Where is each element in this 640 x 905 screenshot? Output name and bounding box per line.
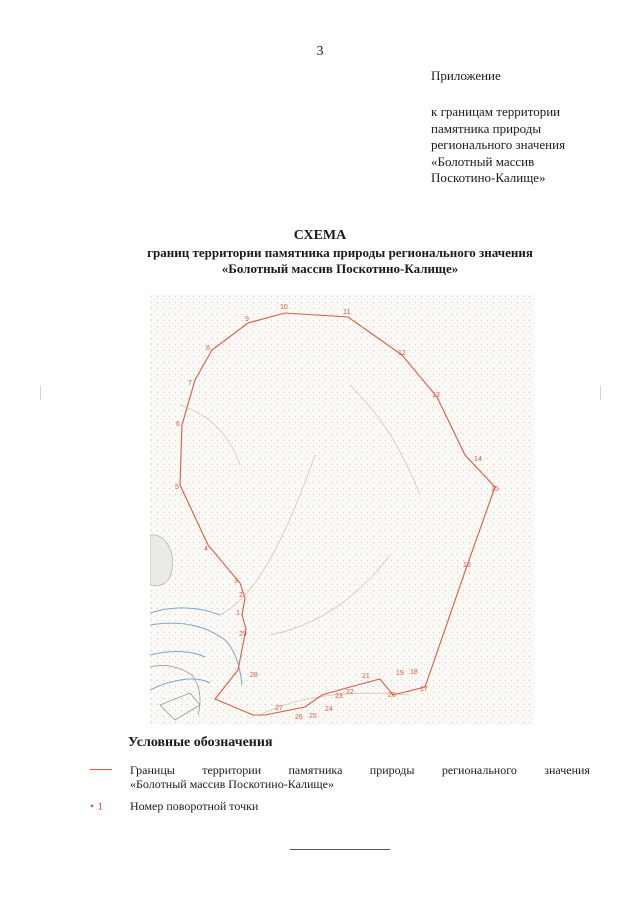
legend-word: памятника xyxy=(288,763,343,777)
point-label-22: 22 xyxy=(346,689,354,696)
point-label-9: 9 xyxy=(245,316,249,323)
point-label-11: 11 xyxy=(343,309,351,316)
point-label-28: 28 xyxy=(250,672,258,679)
appendix-line: Поскотино-Калище» xyxy=(431,170,546,185)
appendix-title: Приложение xyxy=(431,68,501,83)
point-label-21: 21 xyxy=(362,673,370,680)
scheme-subtitle-line: «Болотный массив Поскотино-Калище» xyxy=(221,261,459,276)
point-label-12: 12 xyxy=(398,350,406,357)
point-label-24: 24 xyxy=(325,706,333,713)
point-label-13: 13 xyxy=(432,392,440,399)
point-label-17: 17 xyxy=(420,686,428,693)
point-label-10: 10 xyxy=(280,304,288,311)
appendix-caption xyxy=(431,104,631,187)
scan-margin-mark xyxy=(600,386,601,400)
point-label-18: 18 xyxy=(410,669,418,676)
legend-title: Условные обозначения xyxy=(128,735,273,750)
legend-word: Границы xyxy=(130,763,175,777)
point-label-15: 15 xyxy=(491,486,499,493)
point-label-25: 25 xyxy=(309,713,317,720)
point-label-26: 26 xyxy=(295,714,303,721)
appendix-line: регионального значения xyxy=(431,137,566,152)
appendix-line: памятника природы xyxy=(431,120,542,136)
scheme-title: СХЕМА xyxy=(293,228,347,243)
page-number: 3 xyxy=(316,44,324,59)
point-label-5: 5 xyxy=(175,484,179,491)
map-background xyxy=(150,295,535,725)
point-label-7: 7 xyxy=(188,380,192,387)
scheme-subtitle xyxy=(90,245,590,277)
point-label-4: 4 xyxy=(204,546,208,553)
point-label-8: 8 xyxy=(206,345,210,352)
boundary-map xyxy=(150,295,535,725)
point-label-16: 16 xyxy=(463,562,471,569)
legend-word: природы xyxy=(369,763,415,777)
point-legend-text: Номер поворотной точки xyxy=(130,799,259,813)
point-legend-marker: • 1 xyxy=(90,799,104,813)
point-label-23: 23 xyxy=(335,693,343,700)
boundary-legend-swatch xyxy=(90,769,112,770)
appendix-line: «Болотный массив xyxy=(431,153,535,169)
legend-line: «Болотный массив Поскотино-Калище» xyxy=(130,777,334,791)
point-label-2: 2 xyxy=(239,592,243,599)
scheme-subtitle-line: границ территории памятника природы регионального значения xyxy=(147,245,533,260)
boundary-legend-text xyxy=(130,763,590,791)
point-label-6: 6 xyxy=(176,421,180,428)
point-label-14: 14 xyxy=(474,456,482,463)
point-label-19: 19 xyxy=(396,670,404,677)
legend-word: территории xyxy=(202,763,262,777)
legend-word: значения xyxy=(544,763,590,777)
appendix-line: к границам территории xyxy=(431,104,561,119)
point-label-3: 3 xyxy=(234,578,238,585)
point-label-29: 29 xyxy=(239,631,247,638)
footer-divider xyxy=(290,849,390,850)
legend-word: регионального xyxy=(441,763,517,777)
point-label-27: 27 xyxy=(275,705,283,712)
point-label-1: 1 xyxy=(236,610,240,617)
scan-margin-mark xyxy=(40,386,41,400)
point-label-20: 20 xyxy=(388,692,396,699)
